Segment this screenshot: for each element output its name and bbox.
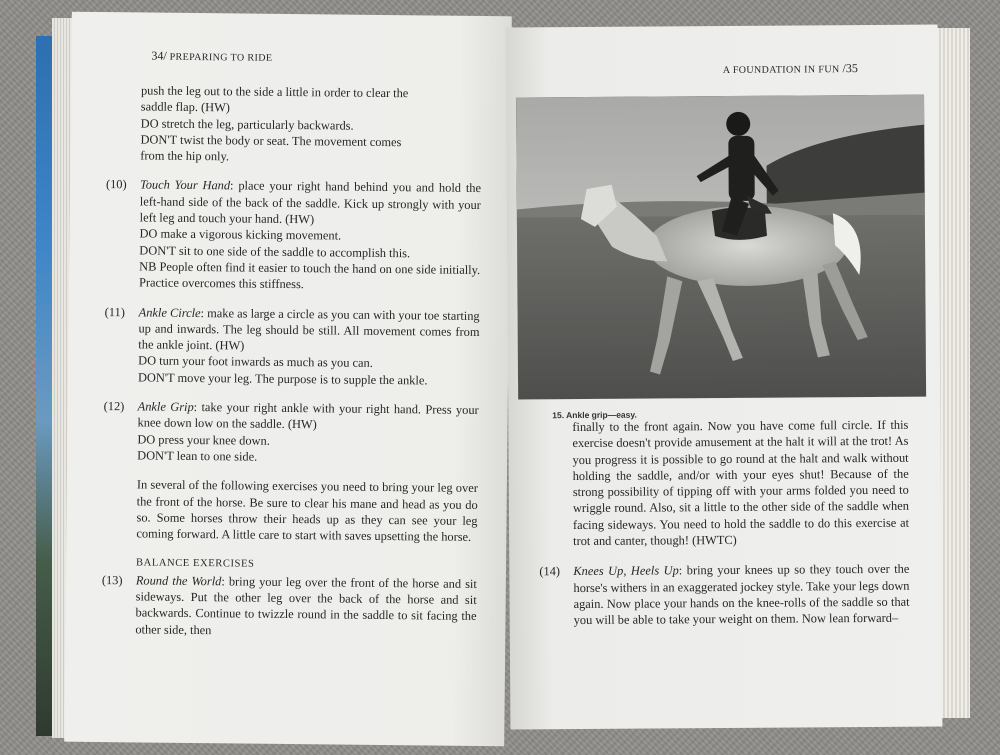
exercise-note: NB People often find it easier to touch the hand on one side initially. Practice overcomes this stiffness. [138,259,481,292]
horse-rider-photo [516,95,926,400]
exercise-text: : bring your leg over the front of the horse and sit sideways. Put the other leg over the back of the horse and sit backwards. Continue to twizzle round in the saddle to sit facing the other side, then [135,574,477,637]
left-running-title: PREPARING TO RIDE [169,51,273,64]
exercise-14 [539,561,909,629]
exercise-text: : place your right hand behind you and hold the left-hand side of the back of the saddle. Kick up strongly with your left leg and touch your hand. (HW) [139,178,482,227]
left-page [64,12,512,747]
section-heading: BALANCE EXERCISES [136,557,255,571]
exercise-text: : bring your knees up so they touch over the horse's withers in an exaggerated jockey style. Take your legs down again. Now place your hands on the knee-rolls of the saddle so that you will be able to take your weight on them. Now lean forward– [573,562,910,628]
intro-line: from the hip only. [140,148,230,164]
exercise-note: DO make a vigorous kicking movement. [139,226,342,243]
right-page [506,25,943,730]
exercise-11 [104,304,480,389]
photo-caption: 15. Ankle grip—easy. [552,409,637,421]
exercise-number: (12) [103,399,125,414]
right-body-text [538,417,910,642]
exercise-note: DON'T sit to one side of the saddle to accomplish this. [139,243,411,260]
exercise-text: : make as large a circle as you can with your toe starting up and inwards. The leg should be still. All movement comes from the ankle joint. (HW) [138,305,480,353]
right-page-number: /35 [842,61,858,76]
intro-line: saddle flap. (HW) [140,99,231,115]
exercise-note: DON'T lean to one side. [137,448,258,464]
exercise-10 [105,177,481,295]
exercise-note: DO turn your foot inwards as much as you can. [138,353,373,371]
left-page-number: 34/ [151,48,167,63]
intro-line: DON'T twist the body or seat. The movement comes [140,132,402,150]
exercise-number: (10) [105,177,127,192]
right-running-title: A FOUNDATION IN FUN [722,64,840,77]
horse-photo-illustration [516,95,926,400]
exercise-12 [103,398,479,467]
exercise-title: Knees Up, Heels Up [573,563,679,579]
exercise-title: Ankle Circle [138,304,201,320]
exercise-title: Touch Your Hand [139,177,231,193]
exercise-title: Ankle Grip [137,399,194,415]
exercise-number: (11) [104,304,125,319]
exercise-number: (13) [101,572,123,587]
intro-line: DO stretch the leg, particularly backwards. [140,116,354,133]
exercise-note: DON'T move your leg. The purpose is to supple the ankle. [137,370,428,388]
exercise-title: Round the World [135,573,222,589]
round-the-world-continuation: finally to the front again. Now you have come full circle. If this exercise doesn't provide amusement at the halt it will at the trot! As you progress it is possible to go round at the halt and walk without holding the saddle, and/or with your eyes shut! Because of the strong possibility of tipping off with your arms folded you need to wriggle round. Also, sit a little to the other side of the saddle when facing sideways. You need to hold the saddle to do this exercise at trot and canter, though! (HWTC) [572,417,910,549]
exercise-13 [101,572,477,641]
horse-care-paragraph: In several of the following exercises you need to bring your leg over the front of the horse. Be sure to clear his mane and head as you do so. Some horses throw their heads up as they can see your leg coming forward. A little care to start with saves upsetting the horse. [136,477,478,545]
left-body-text [101,82,482,654]
exercise-text: : take your right ankle with your right hand. Press your knee down low on the saddle. (HW) [137,400,479,432]
intro-line: push the leg out to the side a little in order to clear the [140,83,409,101]
left-running-head [151,49,272,65]
exercise-number: (14) [539,564,561,579]
intro-lines [106,82,482,167]
right-running-head [723,61,858,77]
exercise-note: DO press your knee down. [137,432,270,448]
